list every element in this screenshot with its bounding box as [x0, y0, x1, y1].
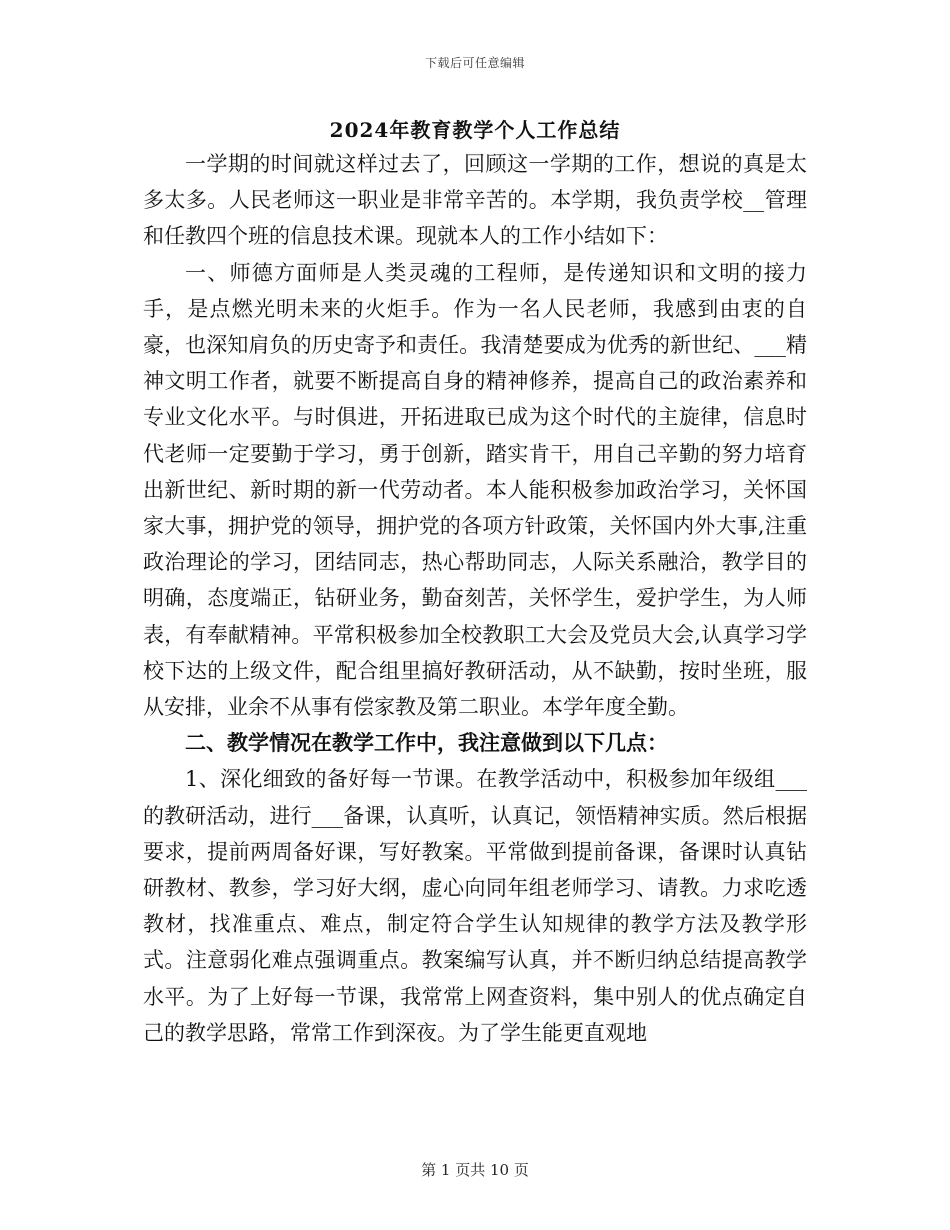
document-body: [143, 146, 807, 1051]
paragraph-lesson-prep: 1、深化细致的备好每一节课。在教学活动中，积极参加年级组___的教研活动，进行___备课，认真听，认真记，领悟精神实质。然后根据要求，提前两周备好课，写好教案。平常做到提前备课，备课时认真钻研教材、教参，学习好大纲，虚心向同年组老师学习、请教。力求吃透教材，找准重点、难点，制定符合学生认知规律的教学方法及教学形式。注意弱化难点强调重点。教案编写认真，并不断归纳总结提高教学水平。为了上好每一节课，我常常上网查资料，集中别人的优点确定自己的教学思路，常常工作到深夜。为了学生能更直观地: [143, 767, 807, 1045]
paragraph-intro: 一学期的时间就这样过去了，回顾这一学期的工作，想说的真是太多太多。人民老师这一职业是非常辛苦的。本学期，我负责学校__管理和任教四个班的信息技术课。现就本人的工作小结如下：: [143, 152, 807, 249]
paragraph-ethics: 一、师德方面师是人类灵魂的工程师，是传递知识和文明的接力手，是点燃光明未来的火炬手。作为一名人民老师，我感到由衷的自豪，也深知肩负的历史寄予和责任。我清楚要成为优秀的新世纪、___精神文明工作者，就要不断提高自身的精神修养，提高自己的政治素养和专业文化水平。与时俱进，开拓进取已成为这个时代的主旋律，信息时代老师一定要勤于学习，勇于创新，踏实肯干，用自己辛勤的努力培育出新世纪、新时期的新一代劳动者。本人能积极参加政治学习，关怀国家大事，拥护党的领导，拥护党的各项方针政策，关怀国内外大事,注重政治理论的学习，团结同志，热心帮助同志，人际关系融洽，教学目的明确，态度端正，钻研业务，勤奋刻苦，关怀学生，爱护学生，为人师表，有奉献精神。平常积极参加全校教职工大会及党员大会,认真学习学校下达的上级文件，配合组里搞好教研活动，从不缺勤，按时坐班，服从安排，业余不从事有偿家教及第二职业。本学年度全勤。: [143, 260, 807, 720]
download-note: 下载后可任意编辑: [424, 56, 525, 70]
section-heading-teaching: 二、教学情况在教学工作中，我注意做到以下几点：: [185, 730, 668, 756]
page-indicator: 第 1 页共 10 页: [421, 1161, 529, 1179]
document-title: 2024年教育教学个人工作总结: [329, 118, 621, 142]
